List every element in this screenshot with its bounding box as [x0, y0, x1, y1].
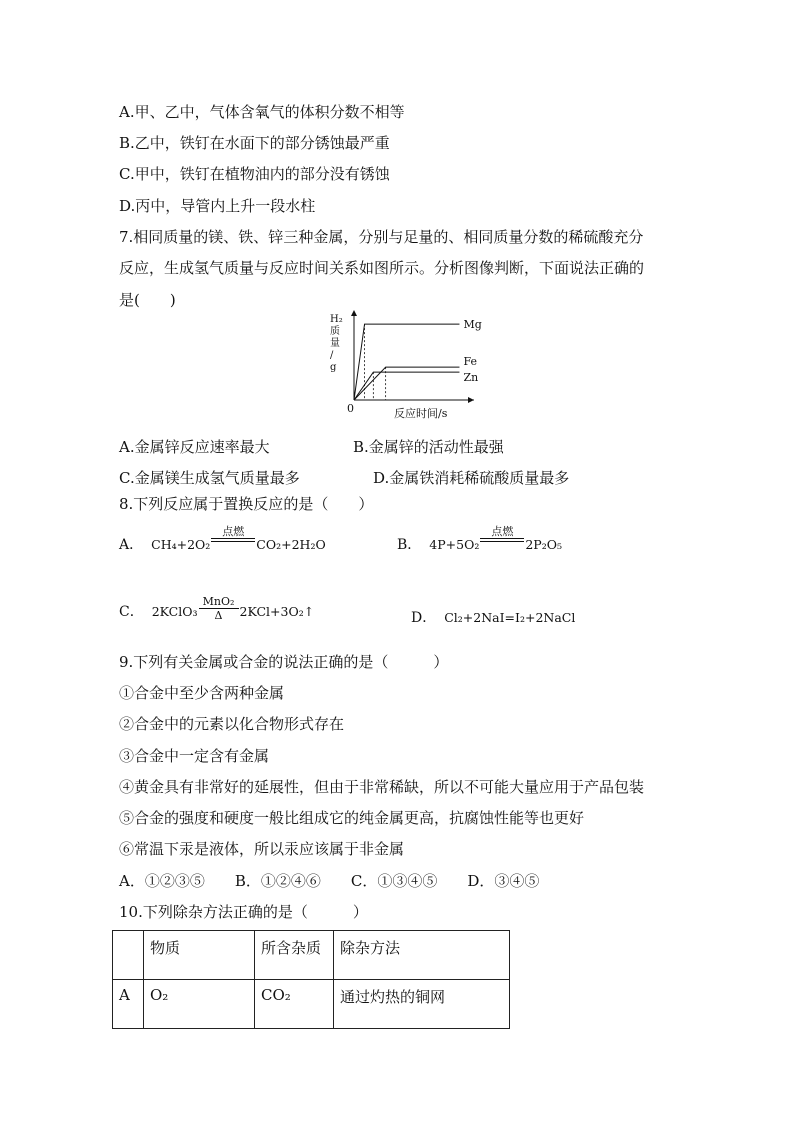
q9-item-3: ③合金中一定含有金属: [119, 747, 270, 765]
q8-d-equation: Cl₂+2NaI=I₂+2NaCl: [444, 610, 576, 625]
q6-option-b: B.乙中，铁钉在水面下的部分锈蚀最严重: [119, 134, 390, 152]
y-axis-label: H₂ 质量/ g: [330, 314, 343, 373]
table-cell: A: [113, 980, 144, 1029]
q9-options: A．①②③⑤ B．①②④⑥ C．①③④⑤ D．③④⑤: [119, 872, 540, 890]
q7-option-b: B.金属锌的活动性最强: [353, 438, 504, 456]
q7-option-a: A.金属锌反应速率最大: [119, 438, 270, 456]
table-cell: CO₂: [255, 980, 334, 1029]
origin-label: 0: [347, 402, 354, 415]
q8-option-a: [119, 526, 326, 555]
q6-option-a: A.甲、乙中，气体含氧气的体积分数不相等: [119, 103, 405, 121]
q8-stem: 8.下列反应属于置换反应的是（ ）: [119, 495, 374, 513]
q8-b-label: B．: [397, 537, 422, 553]
h2-mass-chart: [318, 308, 482, 420]
q8-option-b: [397, 526, 562, 555]
header-cell: 所含杂质: [255, 931, 334, 980]
q9-item-1: ①合金中至少含两种金属: [119, 684, 285, 702]
q7-stem-line1: 7.相同质量的镁、铁、锌三种金属，分别与足量的、相同质量分数的稀硫酸充分: [119, 228, 644, 246]
q8-c-catalyst: MnO₂: [202, 595, 235, 608]
q7-stem-line2: 反应，生成氢气质量与反应时间关系如图所示。分析图像判断，下面说法正确的: [119, 259, 645, 277]
q8-d-label: D．: [411, 610, 437, 626]
q6-option-c: C.甲中，铁钉在植物油内的部分没有锈蚀: [119, 165, 390, 183]
q9-item-2: ②合金中的元素以化合物形式存在: [119, 715, 345, 733]
q8-b-left: 4P+5O₂: [429, 537, 480, 552]
series-line-mg: [354, 324, 459, 400]
q7-stem-line3: 是( ): [119, 291, 176, 309]
q8-c-left: 2KClO₃: [151, 604, 198, 619]
q9-stem: 9.下列有关金属或合金的说法正确的是（ ）: [119, 653, 449, 671]
q8-a-condition: 点燃: [222, 525, 245, 538]
q8-a-left: CH₄+2O₂: [151, 537, 211, 552]
q8-c-heat: Δ: [214, 609, 223, 622]
q8-c-arrow: [199, 596, 239, 622]
q8-a-label: A．: [119, 537, 144, 553]
q8-option-d: [411, 608, 575, 628]
y-axis-arrowhead: [351, 310, 357, 316]
series-label-fe: Fe: [463, 355, 478, 369]
q7-option-c: C.金属镁生成氢气质量最多: [119, 469, 300, 487]
series-label-zn: Zn: [463, 371, 479, 385]
table-cell: O₂: [144, 980, 255, 1029]
header-cell: 物质: [144, 931, 255, 980]
chart-svg: [318, 308, 482, 420]
table-row: [113, 980, 510, 1029]
q9-item-5: ⑤合金的强度和硬度一般比组成它的纯金属更高，抗腐蚀性能等也更好: [119, 809, 585, 827]
q8-option-c: [119, 596, 314, 622]
impurity-removal-table: [112, 930, 510, 1029]
q6-option-d: D.丙中，导管内上升一段水柱: [119, 197, 316, 215]
q8-b-right: 2P₂O₅: [525, 537, 562, 552]
table-cell: 通过灼热的铜网: [334, 980, 510, 1029]
series-line-zn: [354, 372, 459, 400]
q9-item-4: ④黄金具有非常好的延展性，但由于非常稀缺，所以不可能大量应用于产品包装: [119, 778, 645, 796]
series-label-mg: Mg: [463, 318, 482, 332]
q8-b-arrow: [480, 526, 524, 555]
q8-c-label: C．: [119, 604, 144, 620]
q8-a-right: CO₂+2H₂O: [256, 537, 326, 552]
q10-stem: 10.下列除杂方法正确的是（ ）: [119, 903, 368, 921]
q8-b-condition: 点燃: [491, 525, 514, 538]
header-cell: [113, 931, 144, 980]
table-header-row: [113, 931, 510, 980]
x-axis-label: 反应时间/s: [394, 407, 448, 420]
q7-option-d: D.金属铁消耗稀硫酸质量最多: [373, 469, 570, 487]
q8-c-right: 2KCl+3O₂↑: [239, 604, 315, 619]
q8-a-arrow: [211, 526, 255, 555]
header-cell: 除杂方法: [334, 931, 510, 980]
x-axis-arrowhead: [468, 397, 474, 403]
q9-item-6: ⑥常温下汞是液体，所以汞应该属于非金属: [119, 840, 405, 858]
